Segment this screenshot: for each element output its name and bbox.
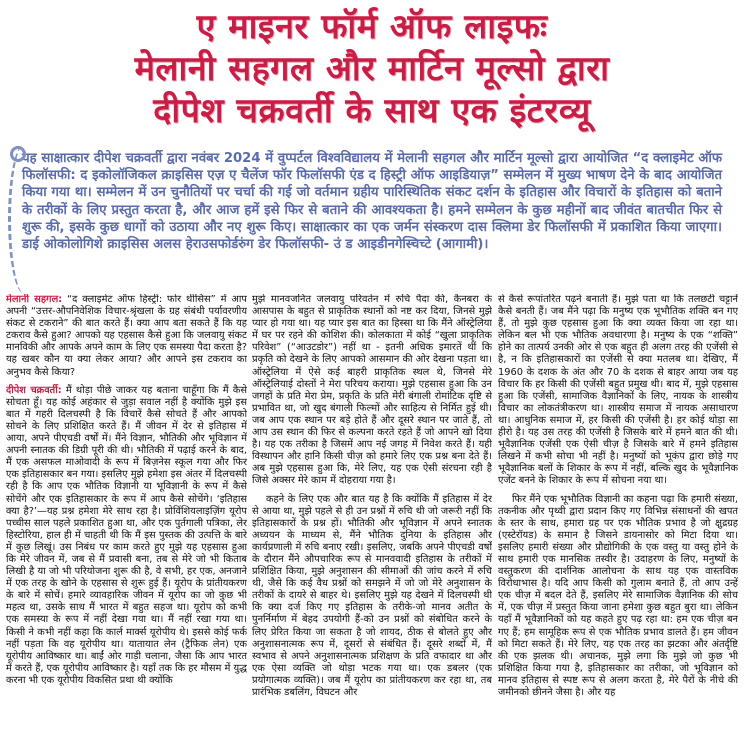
answer-1 xyxy=(6,385,247,687)
answer-1-text: मैं थोड़ा पीछे जाकर यह बताना चाहूँगा कि मैं कैसे सोचता हूँ। यह कोई अहंकार से जुड़ा सवाल नहीं है क्योंकि मुझे इस बात में गहरी दिलचस्पी है कि विचारें कैसे सोचते हैं और आपको सोचने के लिए प्रशिक्षित करते हैं। मैं जीवन में देर से इतिहास में आया, अपने पीएचडी वर्षों में। मैंने विज्ञान, भौतिकी और भूविज्ञान में अपनी स्नातक की डिग्री पूरी की थी। भौतिकी में पढ़ाई करने के बाद, मैं एक असफल माओवादी के रूप में बिज़नेस स्कूल गया और फिर एक इतिहासकार बन गया। इसलिए मुझे हमेशा इस अंतर में दिलचस्पी रही है कि आप एक भौतिक विज्ञानी या भूविज्ञानी के रूप में कैसे सोचेंगे और एक इतिहासकार के रूप में आप कैसे सोचेंगे। ‘इतिहास क्या है?’—यह प्रश्न हमेशा मेरे साथ रहा है। प्रोविंशियलाइज़िंग यूरोप पच्चीस साल पहले प्रकाशित हुआ था, और एक पुर्तगाली पत्रिका, लेर हिस्टोरिया, हाल ही में चाहती थी कि मैं इस पुस्तक की उत्पत्ति के बारे में कुछ लिखूं। उस निबंध पर काम करते हुए मुझे यह एहसास हुआ कि मेरे जीवन में, जब से मैं प्रवासी बना, तब से मेरे जो भी किताब लिखी है या जो भी परियोजना शुरू की है, वे सभी, हर एक, अनजाने में एक तरह के खोने के एहसास से शुरू हुई हैं। यूरोप के प्रांतीयकरण के बारे में सोचें। हमारे व्यावहारिक जीवन में यूरोप का जो कुछ भी महत्व था, उसके साथ मैं भारत में बहुत सहज था। यूरोप को कभी एक समस्या के रूप में नहीं देखा गया था। मैं नहीं रखा गया था। किसी ने कभी नहीं कहा कि कार्ल मार्क्स यूरोपीय थे। इससे कोई फर्क नहीं पड़ता कि वह यूरोपीय था। यातायात लेन (ट्रैफिक लेन) एक यूरोपीय आविष्कार था। बाईं ओर गाड़ी चलाना, जैसा कि आप भारत में करते हैं, एक यूरोपीय आविष्कार है। यहाँ तक कि हर मौसम में युद्ध करना भी एक यूरोपीय विकसित प्रथा थी क्योंकि xyxy=(6,384,247,686)
headline-line-2: मेलानी सहगल और मार्टिन मूल्सो द्वारा xyxy=(134,49,610,89)
speaker-dipesh: दीपेश चक्रवर्ती: xyxy=(6,384,62,396)
column-3-paragraph-2: फिर मैंने एक भूभौतिक विज्ञानी का कहना पढ़ा कि हमारी संख्या, तकनीक और पृथ्वी द्वारा प्रदान किए गए विभिन्न संसाधनों की खपत के स्तर के साथ, हमारा ग्रह पर एक भौतिक प्रभाव है जो क्षुद्रग्रह (एस्टेरॉयड) के समान है जिसने डायनासोर को मिटा दिया था। इसलिए हमारी संख्या और प्रौद्योगिकी के एक वस्तु या वस्तु होने के साथ हमारी एक मानसिक तस्वीर है। उदाहरण के लिए, मनुष्यों के वस्तुकरण की दार्शनिक आलोचना के साथ यह एक वास्तविक विरोधाभास है। यदि आप किसी को गुलाम बनाते हैं, तो आप उन्हें एक चीज़ में बदल देते हैं, इसलिए मेरे सामाजिक वैज्ञानिक की सोच में, एक चीज़ में प्रस्तुत किया जाना हमेशा कुछ बहुत बुरा था। लेकिन यहाँ मैं भूवैज्ञानिकों को यह कहते हुए पढ़ रहा था: हम एक चीज़ बन गए हैं; हम सामूहिक रूप से एक भौतिक प्रभाव डालते हैं। हम जीवन को मिटा सकते हैं। मेरे लिए, यह एक तरह का झटका और अंतर्दृष्टि की एक झलक थी। अचानक, मुझे लगा कि मुझे जो कुछ भी प्रशिक्षित किया गया है, इतिहासकार का तरीका, जो भूविज्ञान को मानव इतिहास से स्पष्ट रूप से अलग करता है, मेरे पैरों के नीचे की जमीनको छीनने जैसा है। और यह xyxy=(498,493,738,698)
column-3-paragraph-1: से कैसे रूपांतरित पढ़ने बनाती हैं। मुझे पता था कि तलछटी चट्टानें कैसे बनती हैं। जब मैंने पढ़ा कि मनुष्य एक भूभौतिक शक्ति बन गए हैं, तो मुझे कुछ एहसास हुआ कि क्या व्यक्त किया जा रहा था। लेकिन बल भी एक भौतिक अवधारणा है। मनुष्य के एक “शक्ति” होने का तात्पर्य उनकी ओर से एक बहुत ही अलग तरह की एजेंसी से है, न कि इतिहासकारों का एजेंसी से क्या मतलब था। देखिए, मैं 1960 के दशक के अंत और 70 के दशक से बाहर आया जब यह विचार कि हर किसी की एजेंसी बहुत प्रमुख थी। बाद में, मुझे एहसास हुआ कि एजेंसी, सामाजिक वैज्ञानिकों के लिए, नायक के शास्त्रीय विचार का लोकतंत्रीकरण था। शास्त्रीय समाज में नायक असाधारण था। आधुनिक समाज में, हर किसी की एजेंसी है। हर कोई थोड़ा सा हीरो है। यह उस तरह की एजेंसी है जिसके बारे में हमने बात की थी। भूवैज्ञानिक एजेंसी एक ऐसी चीज़ है जिसके बारे में हमने इतिहास लिखने में कभी सोचा भी नहीं है। मनुष्यों को भूकंप द्वारा छोड़े गए भूवैज्ञानिक बलों के शिकार के रूप में नहीं, बल्कि खुद के भूवैज्ञानिक एजेंट बनने के शिकार के रूप में सोचना नया था। xyxy=(498,294,738,487)
question-1-text: “द क्लाइमेट ऑफ हिस्ट्री: फोर थीसिस” में आप अपनी “उत्तर-औपनिवेशिक विचार-श्रृंखला के ग्रह संबंधी पर्यावरणीय संकट से टकराने” की बात करते हैं। क्या आप बता सकते हैं कि यह टकराव कैसे हुआ? आपको यह एहसास कैसे हुआ कि जलवायु संकट मानविकी और आपके अपने काम के लिए एक समस्या पैदा करता है? यह खबर कौन या क्या लेकर आया? और आपने इस टकराव का अनुभव कैसे किया? xyxy=(6,294,247,378)
headline xyxy=(0,6,744,132)
column-2 xyxy=(252,294,492,734)
column-1 xyxy=(6,294,247,734)
speaker-melanie: मेलानी सहगल: xyxy=(6,294,63,305)
headline-line-3: दीपेश चक्रवर्ती के साथ एक इंटरव्यू xyxy=(153,91,591,131)
headline-line-1: ए माइनर फॉर्म ऑफ लाइफः xyxy=(196,7,548,47)
column-2-paragraph-1: मुझे मानवजनित जलवायु परिवर्तन में रुचि पैदा की, कैनबरा के आसपास के बहुत से प्राकृतिक स्थानों को नष्ट कर दिया, जिनसे मुझे प्यार हो गया था। यह प्यार इस बात का हिस्सा था कि मैंने ऑस्ट्रेलिया में घर पर रहने की कोशिश की। कोलकाता में कोई “खुला प्राकृतिक परिवेश” (“आउटडोर”) नहीं था - इतनी अधिक इमारतें थीं कि प्रकृति को देखने के लिए आपको आसमान की ओर देखना पड़ता था। ऑस्ट्रेलिया में ऐसे कई बाहरी प्राकृतिक स्थल थे, जिनसे मेरे ऑस्ट्रेलियाई दोस्तों ने मेरा परिचय कराया। मुझे एहसास हुआ कि उन जगहों के प्रति मेरा प्रेम, प्रकृति के प्रति मेरी बंगाली रोमांटिक दृष्टि से प्रभावित था, जो खुद बंगाली फिल्मों और साहित्य से निर्मित हुई थी। जब आप एक स्थान पर बड़े होते हैं और दूसरे स्थान पर जाते हैं, तो आप उस स्थान की फिर से कल्पना करते रहते हैं जो आपने खो दिया है। यह एक तरीका है जिसमें आप नई जगह में निवेश करते हैं। यही विस्थापन और हानि किसी चीज़ को हमारे लिए एक प्रश्न बना देते हैं। अब मुझे एहसास हुआ कि, मेरे लिए, यह एक ऐसी संरचना रही है जिसे अक्सर मेरे काम में दोहराया गया है। xyxy=(252,294,492,487)
intro-paragraph: यह साक्षात्कार दीपेश चक्रवर्ती द्वारा नवंबर 2024 में वुप्पर्टल विश्वविद्यालय में मेलानी सहगल और मार्टिन मूल्सो द्वारा आयोजित “द क्लाइमेट ऑफ फिलॉसफी: द इकोलॉजिकल क्राइसिस एज़ ए चैलेंज फॉर फिलॉसफी एंड द हिस्ट्री ऑफ आइडियाज़” सम्मेलन में मुख्य भाषण देने के बाद आयोजित किया गया था। सम्मेलन में उन चुनौतियों पर चर्चा की गई जो वर्तमान ग्रहीय पारिस्थितिक संकट दर्शन के इतिहास और विचारों के इतिहास को बताने के तरीकों के लिए प्रस्तुत करता है, और आज हमें इसे फिर से बताने की आवश्यकता है। हमने सम्मेलन के कुछ महीनों बाद जीवंत बातचीत फिर से शुरू की, इसके कुछ धागों को उठाया और नए शुरू किए। साक्षात्कार का एक जर्मन संस्करण दास क्लिमा डेर फिलॉसफी में प्रकाशित किया जाएगा। डाई ओकोलोगिशे क्राइसिस अलस हेराउसफोर्डरुंग डेर फिलॉसफी- उं ड आइडीनगेस्चिच्टे (आगामी)। xyxy=(22,151,722,253)
question-1 xyxy=(6,294,247,379)
column-3 xyxy=(498,294,738,734)
column-2-paragraph-2: कहने के लिए एक और बात यह है कि क्योंकि मैं इतिहास में देर से आया था, मुझे पहले से ही उन प्रश्नों में रुचि थी जो जरूरी नहीं कि इतिहासकारों के प्रश्न हों। भौतिकी और भूविज्ञान में अपने स्नातक अध्ययन के माध्यम से, मैंने भौतिक दुनिया के इतिहास और कार्यप्रणाली में रुचि बनाए रखी। इसलिए, जबकि अपने पीएचडी वर्षों के दौरान मैंने औपचारिक रूप से मानववादी इतिहास के तरीकों में प्रशिक्षित किया, मुझे अनुशासन की सीमाओं की जांच करने में रुचि थी, जैसे कि कई वैध प्रश्नों को समझने में जो जो मेरे अनुशासन के तरीकों के दायरे से बाहर थे। इसलिए मुझे यह देखने में दिलचस्पी थी कि क्या दर्ज किए गए इतिहास के तरीके-जो मानव अतीत के पुनर्निर्माण में बेहद उपयोगी हैं-को उन प्रश्नों को संबोधित करने के लिए प्रेरित किया जा सकता है जो शायद, ठीक से बोलते हुए और अनुशासनात्मक रूप में, दूसरों से संबंधित हैं। दूसरे शब्दों में, मैं स्वभाव से अपने अनुशासनात्मक प्रशिक्षण के प्रति वफादार था और एक ऐसा व्यक्ति जो थोड़ा भटक गया था। एक डबलर (एक प्रयोगात्मक व्यक्ति)। जब मैं यूरोप का प्रांतीयकरण कर रहा था, तब प्रारंभिक डबलिंग, विघटन और xyxy=(252,493,492,698)
